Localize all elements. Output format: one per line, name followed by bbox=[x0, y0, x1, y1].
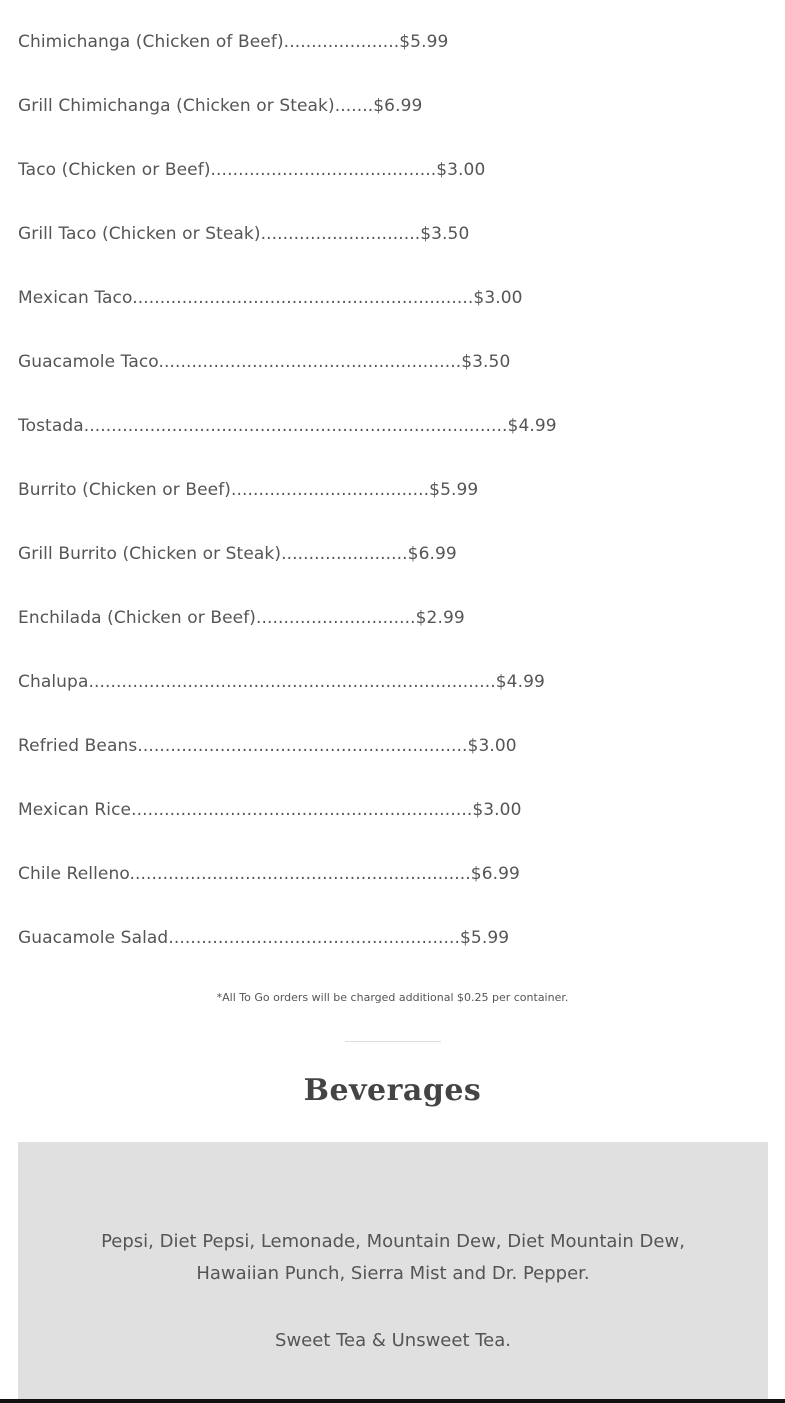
menu-item-guacamole-salad bbox=[18, 896, 510, 960]
menu-item-refried-beans bbox=[18, 704, 517, 768]
menu-item-text: Mexican Rice..............................................................$3.00 bbox=[18, 800, 522, 820]
menu-item-chalupa bbox=[18, 640, 545, 704]
section-divider bbox=[345, 1041, 441, 1042]
menu-item-enchilada bbox=[18, 576, 465, 640]
menu-item-grill-chimichanga bbox=[18, 64, 458, 128]
menu-item-text: Taco (Chicken or Beef).........................................$3.00 bbox=[18, 160, 486, 180]
menu-list bbox=[18, 0, 557, 960]
menu-item-grill-burrito bbox=[18, 512, 458, 576]
menu-item-text: Mexican Taco..............................................................$3.00 bbox=[18, 288, 523, 308]
menu-item-mexican-taco bbox=[18, 256, 523, 320]
beverages-line-2: Hawaiian Punch, Sierra Mist and Dr. Pepper. bbox=[196, 1263, 590, 1284]
bottom-border bbox=[0, 1399, 785, 1403]
menu-item-guacamole-taco bbox=[18, 320, 511, 384]
beverages-line-3: Sweet Tea & Unsweet Tea. bbox=[275, 1330, 511, 1351]
menu-item-tostada bbox=[18, 384, 557, 448]
menu-item-text: Burrito (Chicken or Beef)....................................$5.99 bbox=[18, 480, 479, 500]
menu-item-text: Tostada.............................................................................$4.99 bbox=[18, 416, 557, 436]
menu-item-text: Enchilada (Chicken or Beef).............................$2.99 bbox=[18, 608, 465, 628]
menu-item-grill-taco bbox=[18, 192, 470, 256]
menu-item-text: Guacamole Taco.......................................................$3.50 bbox=[18, 352, 511, 372]
menu-item-text: Chile Relleno..............................................................$6.99 bbox=[18, 864, 520, 884]
menu-item-text: Refried Beans............................................................$3.00 bbox=[18, 736, 517, 756]
menu-item-text: Grill Burrito (Chicken or Steak).......................$6.99 bbox=[18, 544, 457, 564]
menu-item-text: Grill Taco (Chicken or Steak).............................$3.50 bbox=[18, 224, 470, 244]
beverages-box bbox=[18, 1142, 768, 1400]
menu-item-burrito bbox=[18, 448, 479, 512]
to-go-note: *All To Go orders will be charged additional $0.25 per container. bbox=[216, 991, 569, 1004]
menu-item-taco bbox=[18, 128, 486, 192]
menu-item-text: Chimichanga (Chicken of Beef).....................$5.99 bbox=[18, 32, 449, 52]
beverages-line-1: Pepsi, Diet Pepsi, Lemonade, Mountain Dew, Diet Mountain Dew, bbox=[101, 1231, 685, 1252]
menu-item-chile-relleno bbox=[18, 832, 520, 896]
beverages-title: Beverages bbox=[303, 1073, 482, 1108]
menu-item-text: Chalupa..........................................................................$4.99 bbox=[18, 672, 545, 692]
menu-item-text: Grill Chimichanga (Chicken or Steak).......$6.99 bbox=[18, 96, 423, 116]
menu-item-chimichanga bbox=[18, 0, 458, 64]
menu-item-text: Guacamole Salad.....................................................$5.99 bbox=[18, 928, 510, 948]
menu-item-mexican-rice bbox=[18, 768, 522, 832]
